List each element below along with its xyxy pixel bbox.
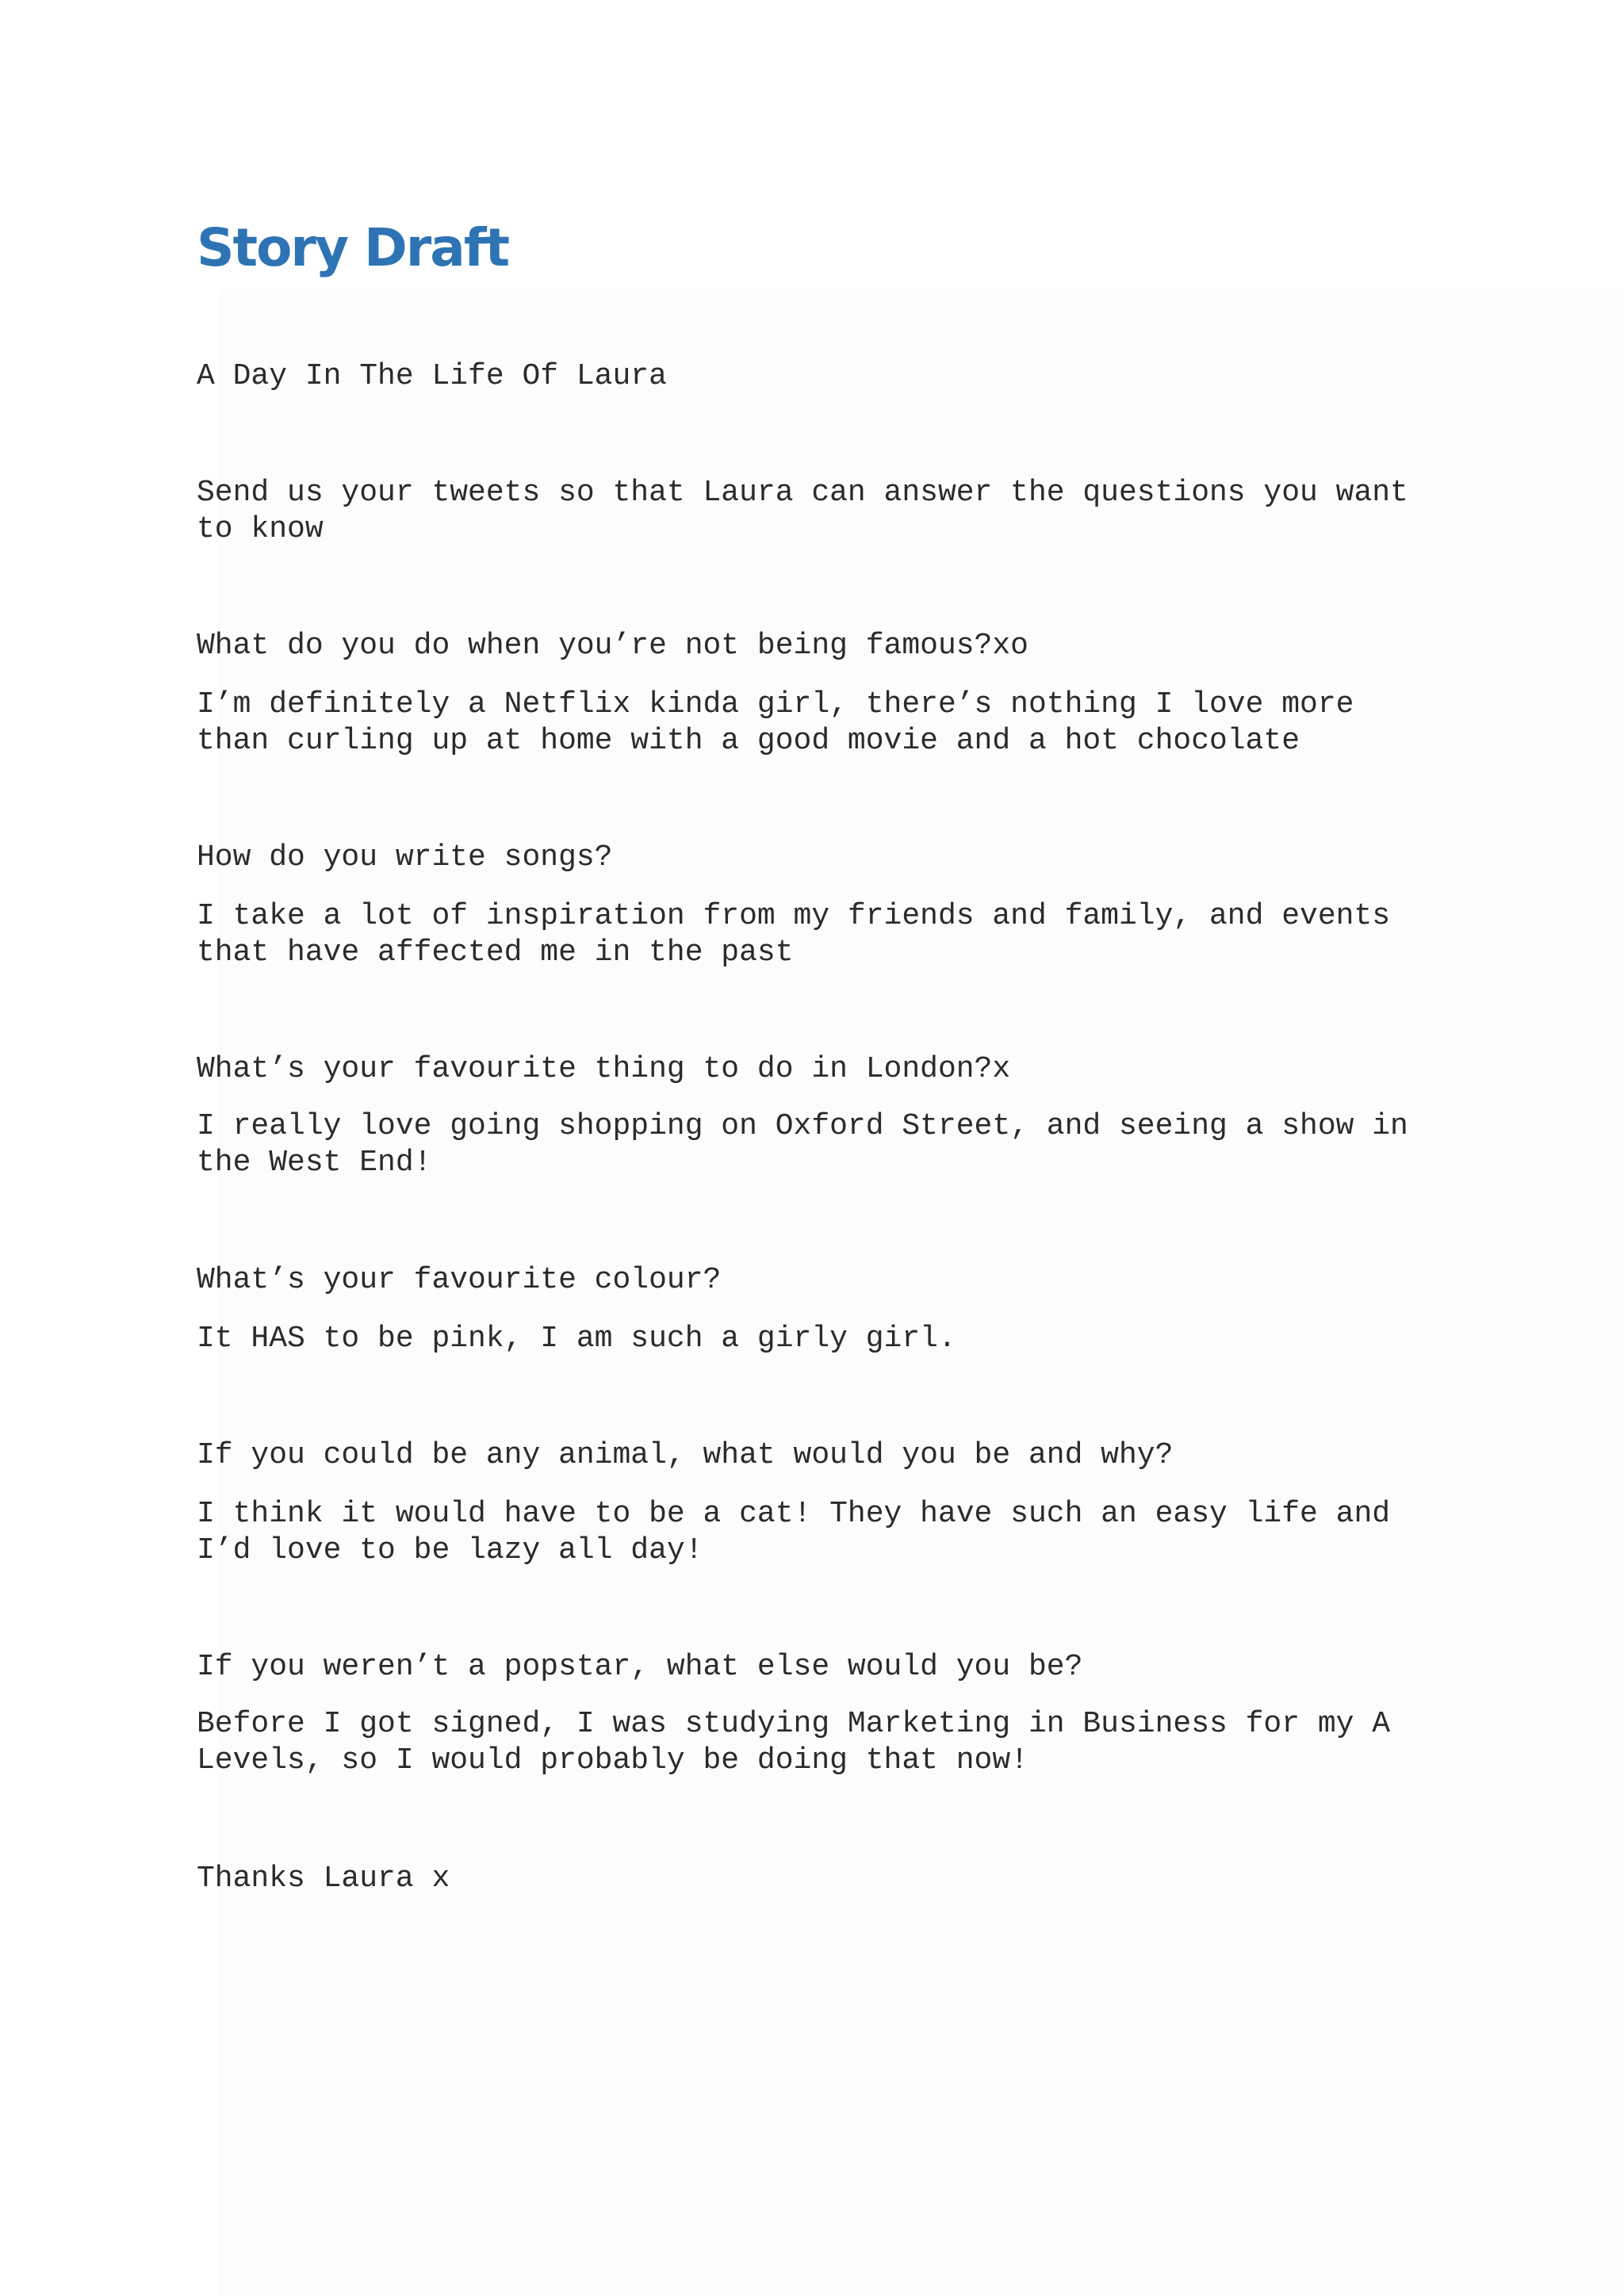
question-3: What’s your favourite thing to do in London?x	[197, 1052, 1011, 1086]
signoff: Thanks Laura x	[197, 1862, 450, 1896]
answer-5: I think it would have to be a cat! They have such an easy life and I’d love to be lazy all day!	[197, 1497, 1391, 1567]
answer-2: I take a lot of inspiration from my friends and family, and events that have affected me in the past	[197, 899, 1391, 970]
question-5: If you could be any animal, what would you be and why?	[197, 1438, 1174, 1472]
question-1: What do you do when you’re not being famous?xo	[197, 629, 1028, 663]
question-4: What’s your favourite colour?	[197, 1263, 722, 1297]
story-subtitle: A Day In The Life Of Laura	[197, 359, 667, 393]
intro-text: Send us your tweets so that Laura can answer the questions you want to know	[197, 476, 1408, 546]
question-2: How do you write songs?	[197, 840, 613, 874]
answer-4: It HAS to be pink, I am such a girly girl.	[197, 1322, 956, 1356]
answer-3: I really love going shopping on Oxford Street, and seeing a show in the West End!	[197, 1109, 1408, 1180]
question-6: If you weren’t a popstar, what else would you be?	[197, 1650, 1083, 1684]
answer-6: Before I got signed, I was studying Marketing in Business for my A Levels, so I would probably be doing that now!	[197, 1707, 1391, 1777]
document-title: Story Draft	[197, 217, 509, 278]
answer-1: I’m definitely a Netflix kinda girl, there’s nothing I love more than curling up at home with a good movie and a hot chocolate	[197, 687, 1354, 758]
